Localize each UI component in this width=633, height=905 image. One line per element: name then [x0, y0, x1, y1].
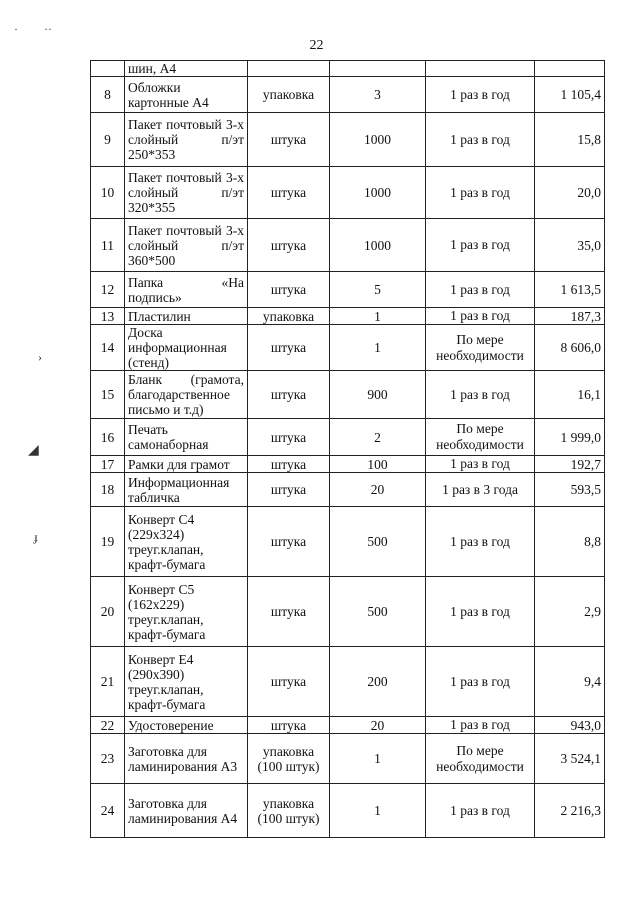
- row-number: 13: [91, 308, 125, 325]
- item-frequency: 1 раз в год: [426, 272, 535, 308]
- item-frequency: 1 раз в год: [426, 456, 535, 473]
- table-row: [91, 113, 605, 167]
- row-number: 17: [91, 456, 125, 473]
- table-row: [91, 507, 605, 577]
- item-unit: упаковка (100 штук): [248, 784, 330, 838]
- row-number: 16: [91, 419, 125, 456]
- item-quantity: 500: [330, 507, 426, 577]
- item-price: 20,0: [535, 167, 605, 219]
- item-name: Бланк (грамота, благодарственное письмо и т.д): [125, 371, 248, 419]
- item-frequency: 1 раз в год: [426, 77, 535, 113]
- row-number: 8: [91, 77, 125, 113]
- item-unit: упаковка (100 штук): [248, 734, 330, 784]
- item-name: Конверт Е4 (290х390) треуг.клапан, крафт-бумага: [125, 647, 248, 717]
- item-name: Рамки для грамот: [125, 456, 248, 473]
- item-name: Печать самонаборная: [125, 419, 248, 456]
- item-price: 8 606,0: [535, 325, 605, 371]
- item-frequency: По мере необходимости: [426, 419, 535, 456]
- item-unit: штука: [248, 219, 330, 272]
- item-name: Пакет почтовый 3-х слойный п/эт 360*500: [125, 219, 248, 272]
- item-quantity: 1000: [330, 113, 426, 167]
- table-row: [91, 308, 605, 325]
- item-price: [535, 61, 605, 77]
- item-price: 187,3: [535, 308, 605, 325]
- item-unit: упаковка: [248, 308, 330, 325]
- item-name: Пакет почтовый 3-х слойный п/эт 250*353: [125, 113, 248, 167]
- item-price: 2 216,3: [535, 784, 605, 838]
- item-unit: штука: [248, 419, 330, 456]
- row-number: [91, 61, 125, 77]
- item-price: 2,9: [535, 577, 605, 647]
- item-quantity: 5: [330, 272, 426, 308]
- item-name: Удостоверение: [125, 717, 248, 734]
- item-name: Заготовка для ламинирования А3: [125, 734, 248, 784]
- item-quantity: 1: [330, 784, 426, 838]
- item-quantity: 100: [330, 456, 426, 473]
- scan-speck: ··: [44, 22, 52, 36]
- item-quantity: 1: [330, 308, 426, 325]
- item-unit: штука: [248, 647, 330, 717]
- item-quantity: 900: [330, 371, 426, 419]
- item-price: 3 524,1: [535, 734, 605, 784]
- item-quantity: 20: [330, 717, 426, 734]
- item-quantity: 2: [330, 419, 426, 456]
- scan-speck: ·: [14, 22, 18, 36]
- item-price: 593,5: [535, 473, 605, 507]
- row-number: 15: [91, 371, 125, 419]
- table-row: [91, 77, 605, 113]
- table-row: [91, 717, 605, 734]
- row-number: 10: [91, 167, 125, 219]
- row-number: 24: [91, 784, 125, 838]
- item-quantity: 1000: [330, 219, 426, 272]
- row-number: 11: [91, 219, 125, 272]
- item-price: 16,1: [535, 371, 605, 419]
- item-frequency: [426, 61, 535, 77]
- item-name: Пакет почтовый 3-х слойный п/эт 320*355: [125, 167, 248, 219]
- item-unit: штука: [248, 456, 330, 473]
- item-frequency: 1 раз в год: [426, 647, 535, 717]
- row-number: 20: [91, 577, 125, 647]
- row-number: 9: [91, 113, 125, 167]
- item-frequency: 1 раз в год: [426, 717, 535, 734]
- item-unit: штука: [248, 371, 330, 419]
- table-row: [91, 272, 605, 308]
- table-row: [91, 61, 605, 77]
- item-price: 1 999,0: [535, 419, 605, 456]
- item-price: 8,8: [535, 507, 605, 577]
- item-price: 1 105,4: [535, 77, 605, 113]
- table-row: [91, 325, 605, 371]
- table-row: [91, 734, 605, 784]
- item-quantity: 500: [330, 577, 426, 647]
- item-name: Конверт С5 (162х229) треуг.клапан, крафт-бумага: [125, 577, 248, 647]
- scan-speck: ›: [38, 350, 42, 364]
- table-row: [91, 219, 605, 272]
- item-frequency: 1 раз в год: [426, 577, 535, 647]
- table-row: [91, 473, 605, 507]
- item-price: 943,0: [535, 717, 605, 734]
- item-unit: штука: [248, 473, 330, 507]
- table-row: [91, 167, 605, 219]
- item-unit: штука: [248, 325, 330, 371]
- row-number: 12: [91, 272, 125, 308]
- item-frequency: 1 раз в год: [426, 507, 535, 577]
- table-row: [91, 647, 605, 717]
- item-frequency: 1 раз в год: [426, 308, 535, 325]
- item-frequency: 1 раз в год: [426, 219, 535, 272]
- item-price: 192,7: [535, 456, 605, 473]
- item-name: Папка «На подпись»: [125, 272, 248, 308]
- item-name: Пластилин: [125, 308, 248, 325]
- item-frequency: 1 раз в год: [426, 113, 535, 167]
- table-row: [91, 784, 605, 838]
- item-quantity: 200: [330, 647, 426, 717]
- item-frequency: По мере необходимости: [426, 734, 535, 784]
- item-name: Конверт С4 (229х324) треуг.клапан, крафт-бумага: [125, 507, 248, 577]
- item-quantity: 20: [330, 473, 426, 507]
- item-frequency: По мере необходимости: [426, 325, 535, 371]
- item-price: 1 613,5: [535, 272, 605, 308]
- scan-speck: ◢: [28, 443, 39, 458]
- table-row: [91, 371, 605, 419]
- item-name: Информационная табличка: [125, 473, 248, 507]
- item-quantity: 3: [330, 77, 426, 113]
- page-number: 22: [309, 38, 324, 53]
- item-frequency: 1 раз в год: [426, 167, 535, 219]
- item-quantity: 1: [330, 325, 426, 371]
- row-number: 22: [91, 717, 125, 734]
- table-row: [91, 577, 605, 647]
- item-price: 9,4: [535, 647, 605, 717]
- item-name: Заготовка для ламинирования А4: [125, 784, 248, 838]
- row-number: 23: [91, 734, 125, 784]
- item-quantity: [330, 61, 426, 77]
- row-number: 18: [91, 473, 125, 507]
- item-unit: штука: [248, 113, 330, 167]
- item-price: 35,0: [535, 219, 605, 272]
- row-number: 21: [91, 647, 125, 717]
- item-unit: штука: [248, 167, 330, 219]
- item-frequency: 1 раз в год: [426, 371, 535, 419]
- row-number: 19: [91, 507, 125, 577]
- item-unit: штука: [248, 272, 330, 308]
- item-name: шин, А4: [125, 61, 248, 77]
- item-unit: штука: [248, 507, 330, 577]
- item-quantity: 1000: [330, 167, 426, 219]
- item-name: Доска информационная (стенд): [125, 325, 248, 371]
- table-row: [91, 456, 605, 473]
- items-table: [90, 60, 605, 838]
- item-price: 15,8: [535, 113, 605, 167]
- item-frequency: 1 раз в 3 года: [426, 473, 535, 507]
- item-name: Обложки картонные А4: [125, 77, 248, 113]
- item-quantity: 1: [330, 734, 426, 784]
- table-row: [91, 419, 605, 456]
- row-number: 14: [91, 325, 125, 371]
- item-unit: штука: [248, 577, 330, 647]
- item-frequency: 1 раз в год: [426, 784, 535, 838]
- item-unit: штука: [248, 717, 330, 734]
- scan-speck: ɟ: [34, 530, 38, 544]
- item-unit: упаковка: [248, 77, 330, 113]
- item-unit: [248, 61, 330, 77]
